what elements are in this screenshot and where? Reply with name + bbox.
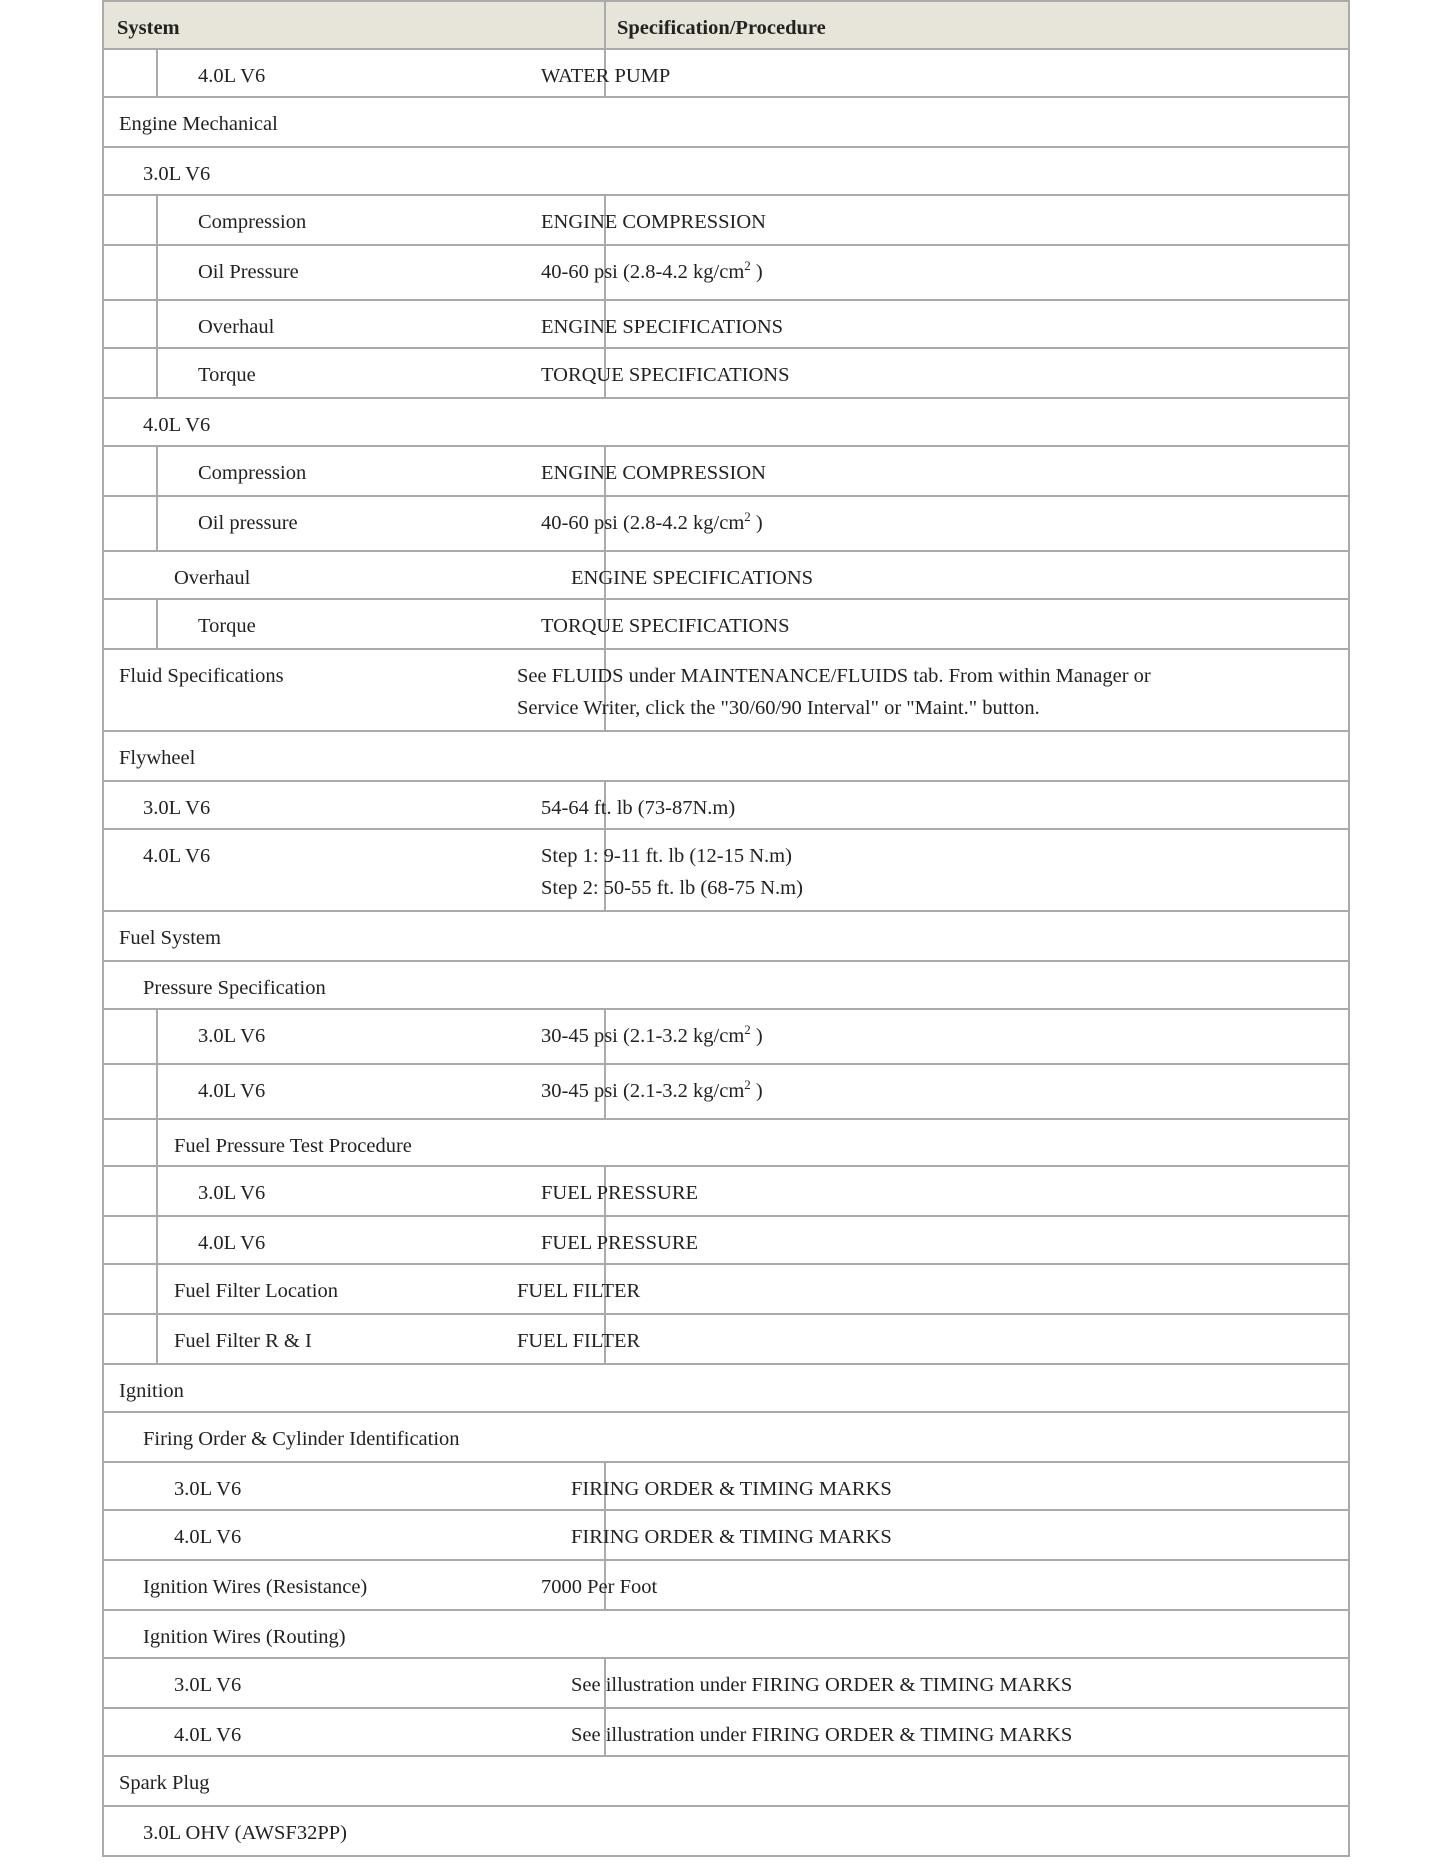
spec-tail: ) (750, 1025, 763, 1047)
table-row (102, 1463, 1350, 1511)
system-cell: 3.0L V6 (143, 163, 211, 185)
system-cell: 3.0L V6 (143, 797, 211, 819)
system-cell: 3.0L V6 (174, 1478, 242, 1500)
system-cell: Ignition Wires (Routing) (143, 1626, 346, 1648)
spec-cell (541, 1561, 657, 1609)
indent-divider (156, 1315, 158, 1363)
system-cell: Ignition (119, 1380, 184, 1402)
spec-text: ENGINE SPECIFICATIONS (541, 316, 784, 338)
indent-divider (156, 1217, 158, 1263)
spec-cell (541, 497, 763, 550)
system-cell: Torque (198, 615, 256, 637)
spec-cell (541, 1167, 698, 1215)
spec-cell (541, 196, 766, 244)
indent-divider (156, 600, 158, 648)
table-row (102, 1807, 1350, 1857)
spec-cell (541, 349, 790, 397)
indent-divider (156, 447, 158, 495)
system-cell: 4.0L V6 (174, 1526, 242, 1548)
spec-cell (541, 50, 670, 96)
spec-line: Step 1: 9-11 ft. lb (12-15 N.m) (541, 845, 792, 867)
system-cell: Ignition Wires (Resistance) (143, 1576, 368, 1598)
table-row (102, 447, 1350, 497)
spec-text: TORQUE SPECIFICATIONS (541, 615, 790, 637)
table-row (102, 497, 1350, 552)
spec-text: ENGINE COMPRESSION (541, 462, 766, 484)
system-cell: 4.0L V6 (198, 1232, 266, 1254)
indent-divider (156, 1120, 158, 1165)
table-row (102, 196, 1350, 246)
table-row (102, 1010, 1350, 1065)
table-row (102, 782, 1350, 830)
system-cell: Firing Order & Cylinder Identification (143, 1428, 460, 1450)
table-row (102, 732, 1350, 782)
table-row (102, 1611, 1350, 1659)
indent-divider (156, 196, 158, 244)
spec-cell (541, 1217, 698, 1263)
system-cell: Pressure Specification (143, 977, 326, 999)
system-cell: Fuel Filter R & I (174, 1330, 312, 1352)
indent-divider (156, 50, 158, 96)
spec-text: FUEL PRESSURE (541, 1182, 699, 1204)
spec-cell (541, 246, 763, 299)
indent-divider (156, 1265, 158, 1313)
spec-text: ENGINE SPECIFICATIONS (571, 567, 814, 589)
spec-superscript: 2 (744, 1022, 751, 1037)
table-row (102, 50, 1350, 98)
system-cell: Compression (198, 211, 307, 233)
system-cell: 4.0L V6 (143, 414, 211, 436)
indent-divider (156, 349, 158, 397)
system-cell: Spark Plug (119, 1772, 210, 1794)
table-row (102, 1265, 1350, 1315)
spec-cell (541, 600, 790, 648)
system-cell: Torque (198, 364, 256, 386)
header-system: System (117, 17, 180, 39)
system-cell: 3.0L OHV (AWSF32PP) (143, 1822, 347, 1844)
indent-divider (156, 1167, 158, 1215)
spec-line: Step 2: 50-55 ft. lb (68-75 N.m) (541, 877, 803, 899)
spec-tail: ) (750, 1080, 763, 1102)
table-row (102, 1217, 1350, 1265)
system-cell: 4.0L V6 (174, 1724, 242, 1746)
system-cell: Overhaul (198, 316, 275, 338)
spec-cell (571, 1709, 1072, 1755)
spec-text: WATER PUMP (541, 65, 671, 87)
spec-text: 7000 Per Foot (541, 1576, 658, 1598)
table-row (102, 1315, 1350, 1365)
spec-cell (541, 301, 783, 347)
system-cell: Flywheel (119, 747, 196, 769)
spec-line: See FLUIDS under MAINTENANCE/FLUIDS tab. From within Manager or (517, 665, 1151, 687)
spec-text: FUEL FILTER (517, 1280, 641, 1302)
system-cell: Fuel Filter Location (174, 1280, 338, 1302)
spec-superscript: 2 (744, 1077, 751, 1092)
table-row (102, 912, 1350, 962)
table-row (102, 1709, 1350, 1757)
spec-cell (541, 830, 803, 910)
system-cell: 3.0L V6 (198, 1025, 266, 1047)
table-row (102, 1120, 1350, 1167)
table-header (102, 0, 1350, 50)
spec-cell (517, 1315, 640, 1363)
spec-text: 54-64 ft. lb (73-87N.m) (541, 797, 736, 819)
spec-text: FIRING ORDER & TIMING MARKS (571, 1526, 892, 1548)
system-cell: 4.0L V6 (198, 65, 266, 87)
column-divider (604, 2, 606, 48)
table-row (102, 1561, 1350, 1611)
system-cell: 3.0L V6 (174, 1674, 242, 1696)
system-cell: Oil Pressure (198, 261, 299, 283)
spec-cell (541, 1065, 763, 1118)
table-row (102, 830, 1350, 912)
spec-line: Service Writer, click the "30/60/90 Interval" or "Maint." button. (517, 697, 1040, 719)
table-row (102, 246, 1350, 301)
spec-text: ENGINE COMPRESSION (541, 211, 766, 233)
table-row (102, 1659, 1350, 1709)
table-row (102, 1167, 1350, 1217)
indent-divider (156, 497, 158, 550)
spec-superscript: 2 (744, 258, 751, 273)
spec-text: 40-60 psi (2.8-4.2 kg/cm (541, 261, 745, 283)
spec-text: 40-60 psi (2.8-4.2 kg/cm (541, 512, 745, 534)
system-cell: Fuel System (119, 927, 221, 949)
table-row (102, 1065, 1350, 1120)
system-cell: Overhaul (174, 567, 251, 589)
table-row (102, 349, 1350, 399)
table-row (102, 301, 1350, 349)
table-row (102, 98, 1350, 148)
system-cell: 4.0L V6 (198, 1080, 266, 1102)
spec-cell (571, 552, 813, 598)
spec-text: See illustration under FIRING ORDER & TIMING MARKS (571, 1674, 1073, 1696)
system-cell: Fuel Pressure Test Procedure (174, 1135, 412, 1157)
spec-cell (541, 1010, 763, 1063)
table-row (102, 1413, 1350, 1463)
spec-tail: ) (750, 261, 763, 283)
system-cell: 4.0L V6 (143, 845, 211, 867)
spec-cell (541, 447, 766, 495)
table-row (102, 148, 1350, 196)
spec-cell (571, 1659, 1072, 1707)
spec-cell (571, 1511, 892, 1559)
indent-divider (156, 1065, 158, 1118)
spec-text: FUEL PRESSURE (541, 1232, 699, 1254)
table-row (102, 1511, 1350, 1561)
table-row (102, 650, 1350, 732)
spec-text: FUEL FILTER (517, 1330, 641, 1352)
spec-superscript: 2 (744, 509, 751, 524)
spec-cell (517, 1265, 640, 1313)
header-spec: Specification/Procedure (617, 17, 826, 39)
indent-divider (156, 1010, 158, 1063)
spec-text: 30-45 psi (2.1-3.2 kg/cm (541, 1080, 745, 1102)
table-row (102, 962, 1350, 1010)
indent-divider (156, 301, 158, 347)
system-cell: Compression (198, 462, 307, 484)
system-cell: 3.0L V6 (198, 1182, 266, 1204)
spec-text: 30-45 psi (2.1-3.2 kg/cm (541, 1025, 745, 1047)
spec-cell (517, 650, 1151, 730)
table-row (102, 600, 1350, 650)
table-row (102, 552, 1350, 600)
spec-cell (571, 1463, 892, 1509)
system-cell: Oil pressure (198, 512, 298, 534)
table-row (102, 399, 1350, 447)
indent-divider (156, 246, 158, 299)
system-cell: Engine Mechanical (119, 113, 278, 135)
spec-text: FIRING ORDER & TIMING MARKS (571, 1478, 892, 1500)
table-row (102, 1757, 1350, 1807)
system-cell: Fluid Specifications (119, 665, 284, 687)
spec-text: See illustration under FIRING ORDER & TIMING MARKS (571, 1724, 1073, 1746)
spec-text: TORQUE SPECIFICATIONS (541, 364, 790, 386)
spec-tail: ) (750, 512, 763, 534)
table-row (102, 1365, 1350, 1413)
spec-cell (541, 782, 735, 828)
